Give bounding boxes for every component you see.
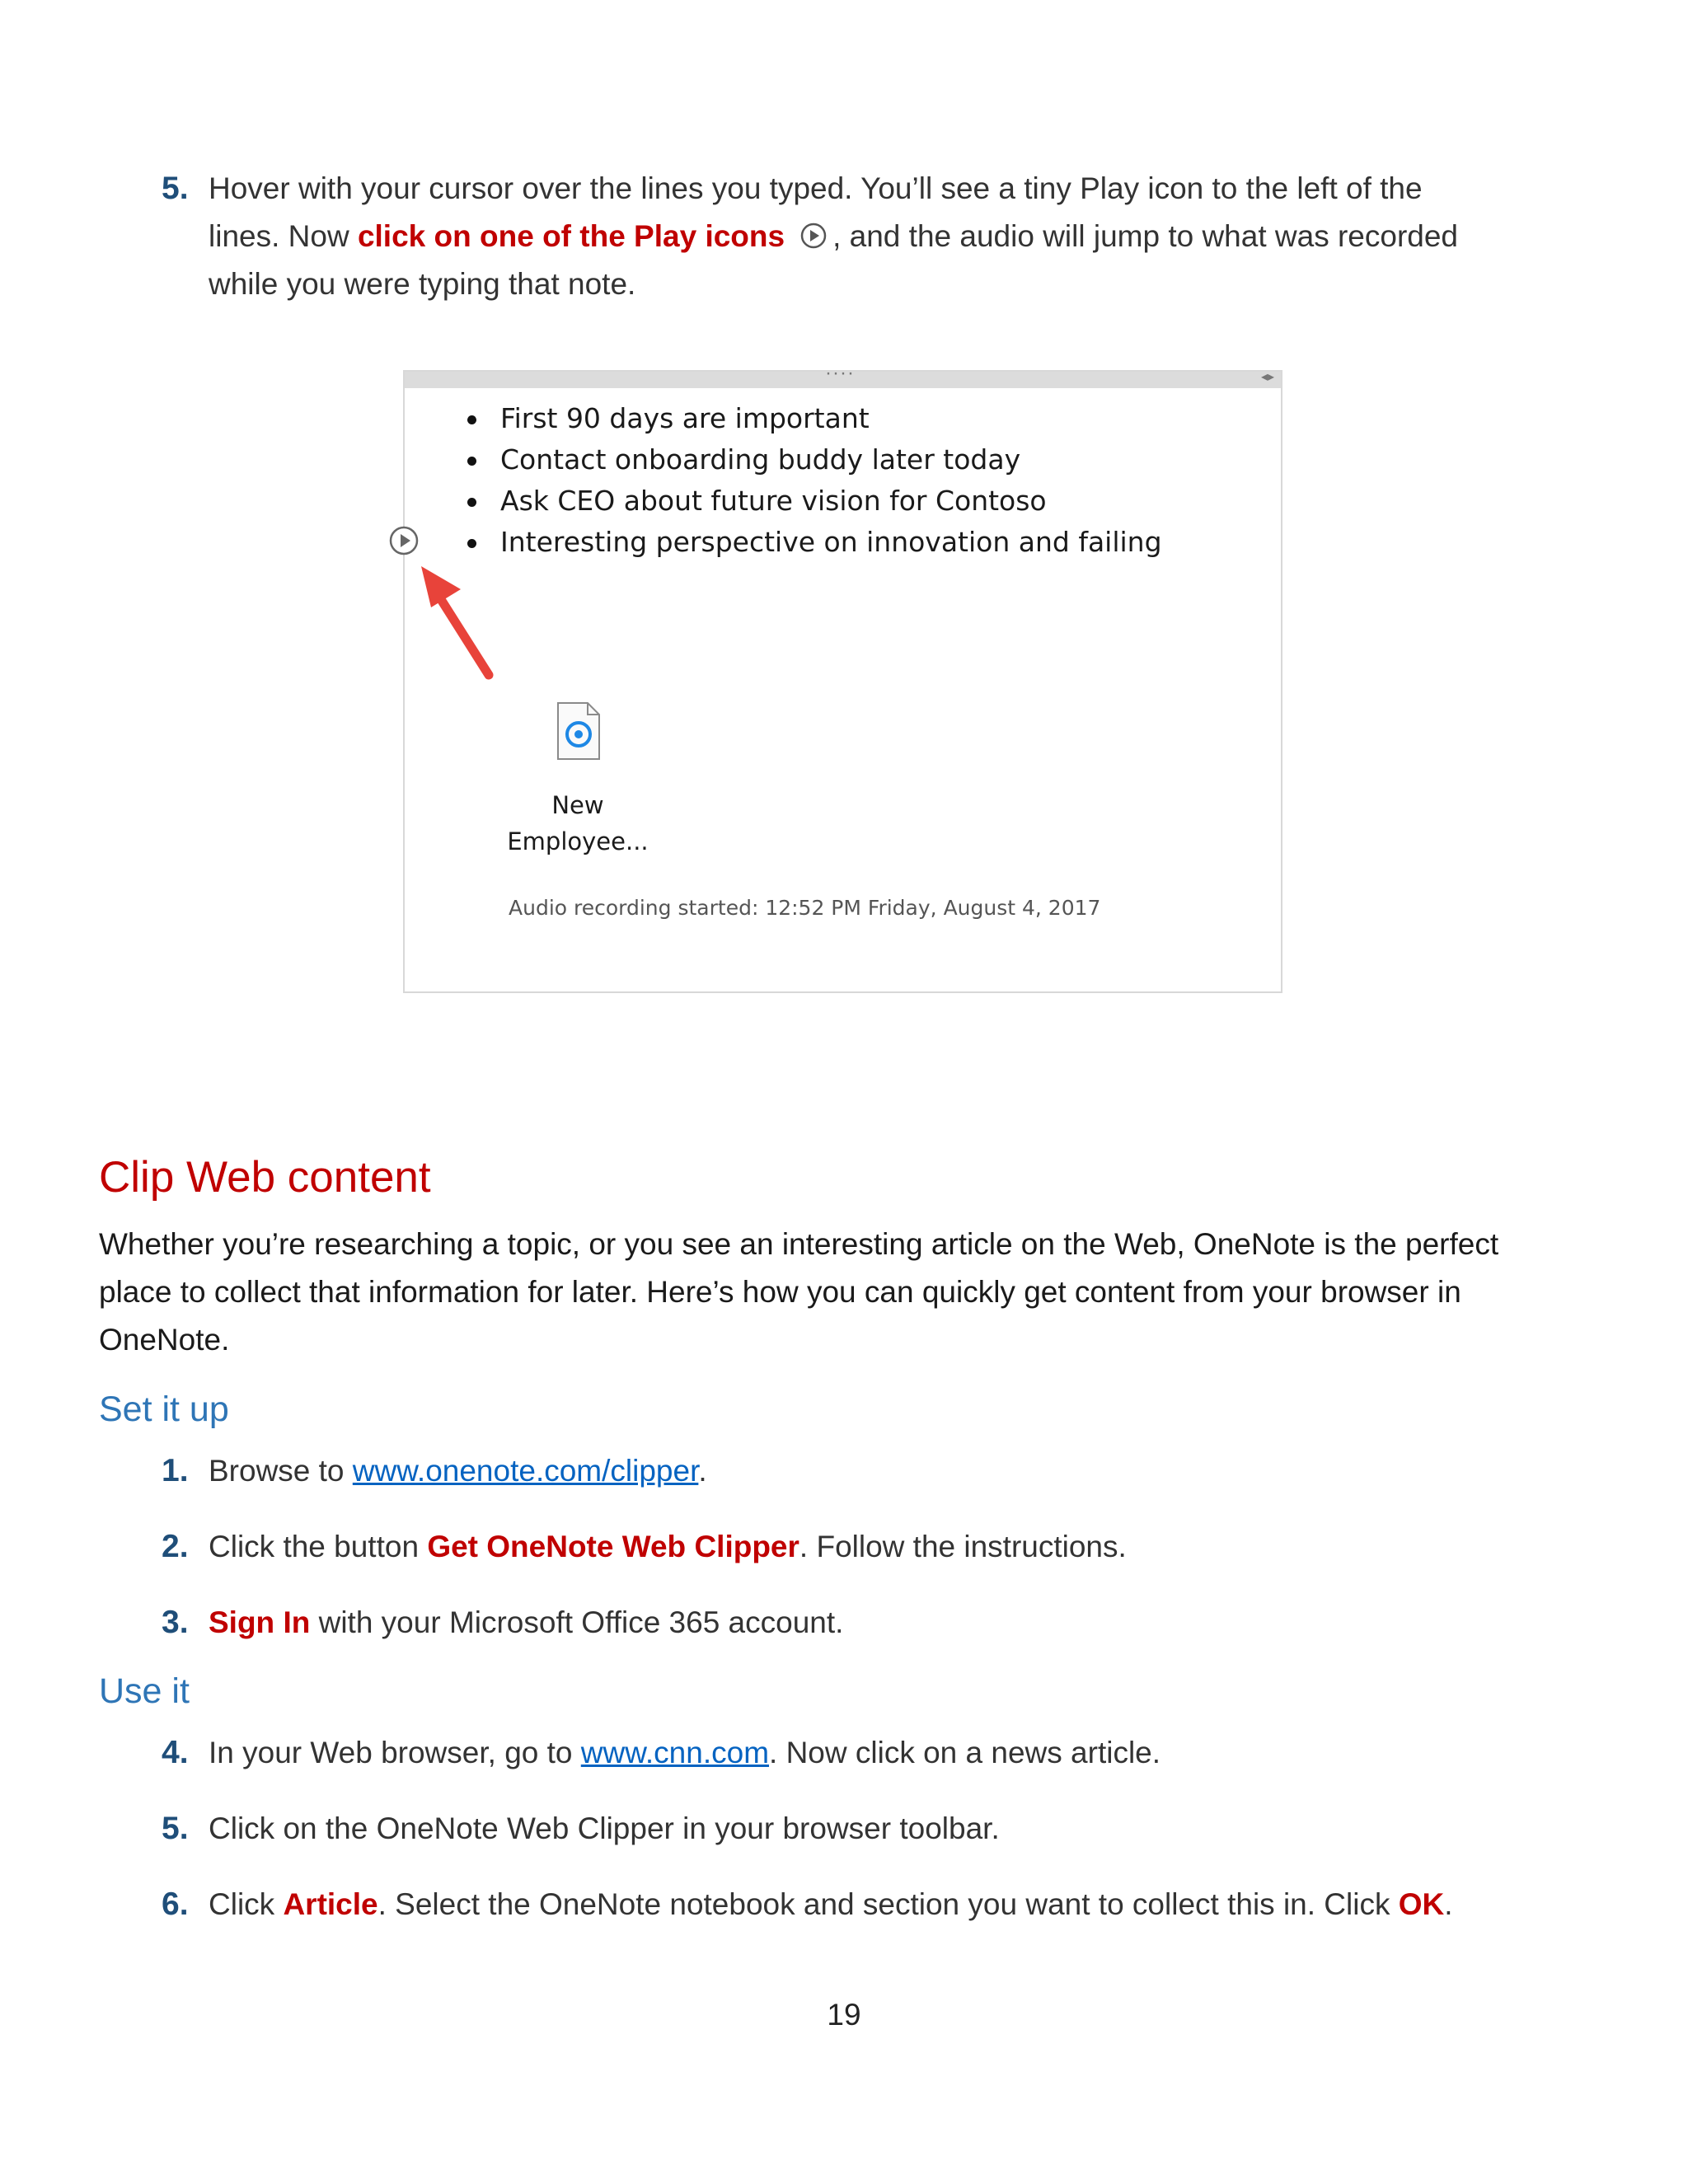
highlight-click-play-icons: click on one of the Play icons bbox=[357, 219, 785, 253]
note-container-bar[interactable] bbox=[405, 362, 1281, 388]
step-number: 1. bbox=[162, 1453, 189, 1488]
step-text-line-3: while you were typing that note. bbox=[209, 267, 636, 301]
subheading-use-it: Use it bbox=[99, 1671, 190, 1711]
step-number: 2. bbox=[162, 1529, 189, 1564]
clipper-link[interactable]: www.onenote.com/clipper bbox=[352, 1454, 699, 1488]
highlight-ok: OK bbox=[1398, 1887, 1445, 1921]
recording-status: Audio recording started: 12:52 PM Friday, August 4, 2017 bbox=[509, 896, 1101, 920]
subheading-set-it-up: Set it up bbox=[99, 1390, 229, 1429]
section-intro: Whether you’re researching a topic, or you see an interesting article on the Web, OneNote is the perfect place to collect that information for later. Here’s how you can quickly get content from your browser in OneNote. bbox=[99, 1227, 1499, 1357]
list-item: First 90 days are important bbox=[462, 398, 1162, 439]
use-step-4: 4. In your Web browser, go to www.cnn.com. Now click on a news article. bbox=[162, 1729, 1160, 1777]
play-icon bbox=[799, 222, 828, 250]
step-number: 6. bbox=[162, 1886, 189, 1922]
use-step-6: 6. Click Article. Select the OneNote notebook and section you want to collect this in. Click OK. bbox=[162, 1881, 1453, 1929]
highlight-get-web-clipper: Get OneNote Web Clipper bbox=[427, 1530, 799, 1563]
step-number: 4. bbox=[162, 1735, 189, 1770]
use-step-5: 5. Click on the OneNote Web Clipper in your browser toolbar. bbox=[162, 1805, 1000, 1853]
list-item: Interesting perspective on innovation and failing bbox=[462, 522, 1162, 563]
step-number: 5. bbox=[162, 1811, 189, 1846]
setup-step-2: 2. Click the button Get OneNote Web Clipper. Follow the instructions. bbox=[162, 1523, 1127, 1571]
play-icon[interactable] bbox=[388, 525, 420, 556]
page-number: 19 bbox=[827, 1998, 861, 2032]
step-text-line-1: Hover with your cursor over the lines you typed. You’ll see a tiny Play icon to the left of the bbox=[209, 171, 1423, 205]
highlight-article: Article bbox=[283, 1887, 378, 1921]
setup-step-1: 1. Browse to www.onenote.com/clipper. bbox=[162, 1447, 707, 1495]
audio-file-name[interactable]: New Employee... bbox=[507, 791, 649, 855]
onenote-screenshot bbox=[403, 362, 1282, 993]
step-text-line-2: lines. Now click on one of the Play icons , and the audio will jump to what was recorded bbox=[209, 219, 1459, 253]
setup-step-3: 3. Sign In with your Microsoft Office 365 account. bbox=[162, 1599, 843, 1647]
drag-handle-icon[interactable]: ···· bbox=[825, 362, 855, 384]
step-5-play-icons bbox=[162, 165, 1579, 308]
list-item: Ask CEO about future vision for Contoso bbox=[462, 480, 1162, 522]
note-bullet-list bbox=[462, 398, 1162, 563]
list-item: Contact onboarding buddy later today bbox=[462, 439, 1162, 480]
red-arrow-icon bbox=[413, 553, 504, 685]
audio-file-icon[interactable] bbox=[556, 701, 601, 761]
section-title: Clip Web content bbox=[99, 1153, 431, 1202]
resize-arrows-icon[interactable]: ◂▸ bbox=[1260, 370, 1274, 384]
cnn-link[interactable]: www.cnn.com bbox=[580, 1736, 770, 1769]
step-number: 3. bbox=[162, 1605, 189, 1640]
step-number: 5. bbox=[162, 171, 189, 206]
highlight-sign-in: Sign In bbox=[209, 1605, 311, 1639]
